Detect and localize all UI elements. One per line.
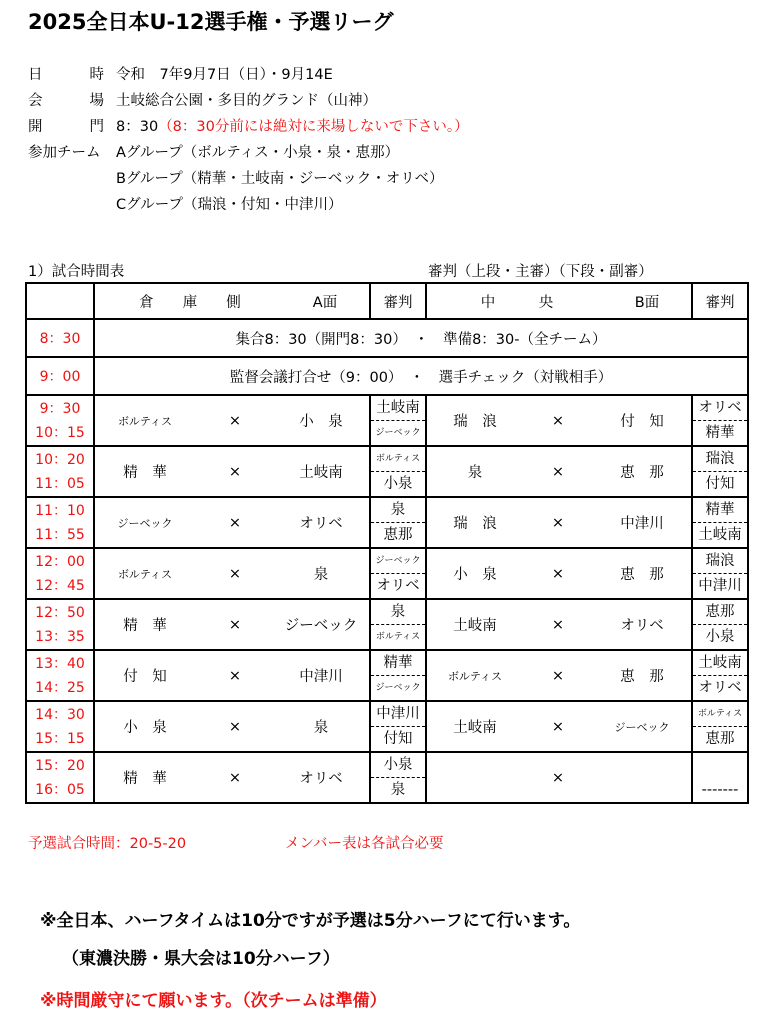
team-a-away: 中津川 (299, 669, 343, 685)
main-referee: ジーベック (371, 549, 425, 574)
page-title: 2025全日本U-12選手権・予選リーグ (28, 10, 394, 34)
group-b: Bグループ（精華・土岐南・ジーベック・オリベ） (116, 171, 444, 187)
main-referee: 土岐南 (371, 396, 425, 421)
gate-row: 開 門 8：30 （8：30分前には絶対に来場しないで下さい。） (28, 114, 469, 140)
start-time: 12：00 (35, 553, 85, 570)
vs-mark: × (228, 463, 242, 480)
end-time: 11：55 (35, 526, 85, 543)
main-referee: 小泉 (371, 753, 425, 778)
venue-row: 会 場 土岐総合公園・多目的グランド（山神） (28, 88, 469, 114)
team-a-home: 精 華 (123, 465, 167, 481)
assistant-referee: ジーベック (375, 683, 421, 693)
main-referee: オリベ (693, 396, 747, 421)
team-b-away: 恵 那 (620, 465, 664, 481)
court-b-referees (692, 548, 748, 599)
court-a-match (94, 497, 370, 548)
time-cell (26, 497, 94, 548)
assistant-referee: 恵那 (383, 527, 413, 543)
venue-value: 土岐総合公園・多目的グランド（山神） (116, 93, 377, 109)
meeting-row (26, 357, 748, 395)
start-time: 11：10 (35, 502, 85, 519)
team-b-away: 恵 那 (620, 669, 664, 685)
assistant-referee: 中津川 (698, 578, 742, 594)
date-value: 令和 7年9月7日（日）・9月14E (116, 67, 333, 83)
team-a-away: オリベ (299, 516, 343, 532)
end-time: 11：05 (35, 475, 85, 492)
vs-mark: × (228, 769, 242, 786)
assistant-referee: オリベ (376, 578, 420, 594)
assistant-referee: 小泉 (705, 629, 735, 645)
assistant-referee: オリベ (698, 680, 742, 696)
time-cell (26, 446, 94, 497)
court-b-match (426, 701, 692, 752)
court-a-referees (370, 446, 426, 497)
date-row: 日 時 令和 7年9月7日（日）・9月14E (28, 62, 469, 88)
time-cell (26, 599, 94, 650)
assistant-referee: 付知 (705, 476, 735, 492)
court-a-referees (370, 752, 426, 803)
section-title: 1）試合時間表 (28, 264, 125, 280)
match-row (26, 599, 748, 650)
match-row (26, 395, 748, 446)
team-a-away: ジーベック (284, 618, 358, 634)
main-referee: 瑞浪 (693, 447, 747, 472)
assistant-referee: 精華 (705, 425, 735, 441)
team-b-away: 恵 那 (620, 567, 664, 583)
court-b-match (426, 446, 692, 497)
ref-a-header: 審判 (370, 283, 426, 319)
tournament-note: （東濃決勝・県大会は10分ハーフ） (62, 949, 340, 969)
court-b-match (426, 497, 692, 548)
court-b-match (426, 599, 692, 650)
court-a-referees (370, 395, 426, 446)
vs-mark: × (228, 616, 242, 633)
match-row (26, 701, 748, 752)
court-b-match (426, 548, 692, 599)
main-referee (693, 754, 747, 778)
end-time: 16：05 (35, 781, 85, 798)
end-time: 15：15 (35, 730, 85, 747)
main-referee: ボルティス (693, 702, 747, 727)
assembly-row (26, 319, 748, 357)
vs-mark: × (551, 463, 565, 480)
team-b-away: 付 知 (620, 414, 664, 430)
end-time: 13：35 (35, 628, 85, 645)
team-b-home: 瑞 浪 (453, 414, 497, 430)
end-time: 14：25 (35, 679, 85, 696)
main-referee: 泉 (371, 600, 425, 625)
group-a: Aグループ（ボルティス・小泉・泉・恵那） (116, 145, 400, 161)
court-b-header: B面 (634, 294, 660, 311)
court-b-referees (692, 650, 748, 701)
vs-mark: × (551, 667, 565, 684)
court-b-referees (692, 446, 748, 497)
court-a-referees (370, 650, 426, 701)
team-b-home: 瑞 浪 (453, 516, 497, 532)
court-a-referees (370, 548, 426, 599)
team-b-away: 中津川 (620, 516, 664, 532)
court-a-match (94, 548, 370, 599)
court-b-referees (692, 752, 748, 803)
main-referee: 精華 (371, 651, 425, 676)
match-row (26, 650, 748, 701)
vs-mark: × (228, 667, 242, 684)
group-c: Cグループ（瑞浪・付知・中津川） (116, 197, 343, 213)
vs-mark: × (551, 616, 565, 633)
ref-b-header: 審判 (692, 283, 748, 319)
header-row (26, 283, 748, 319)
event-info (28, 62, 469, 218)
vs-mark: × (551, 412, 565, 429)
vs-mark: × (551, 769, 565, 786)
punctuality-note: ※時間厳守にて願います。（次チームは準備） (40, 991, 387, 1011)
team-b-away: ジーベック (614, 720, 670, 734)
team-a-away: 泉 (313, 567, 329, 583)
schedule-table (25, 282, 749, 804)
referee-note: 審判（上段・主審）（下段・副審） (428, 264, 653, 280)
court-a-header: A面 (312, 294, 338, 311)
main-referee: 瑞浪 (693, 549, 747, 574)
court-b-match (426, 395, 692, 446)
team-b-home: 小 泉 (453, 567, 497, 583)
side-a-header: 倉 庫 側 (139, 294, 241, 311)
court-b-referees (692, 599, 748, 650)
court-b-referees (692, 701, 748, 752)
match-row (26, 446, 748, 497)
team-b-home: ボルティス (447, 669, 503, 683)
time-cell (26, 752, 94, 803)
meeting-text: 監督会議打合せ（9：00） ・ 選手チェック（対戦相手） (94, 357, 748, 395)
team-b-home: 土岐南 (453, 618, 497, 634)
court-a-match (94, 446, 370, 497)
team-a-away: オリベ (299, 771, 343, 787)
vs-mark: × (551, 514, 565, 531)
court-b-match (426, 752, 692, 803)
main-referee: 中津川 (371, 702, 425, 727)
team-b-away: オリベ (620, 618, 664, 634)
vs-mark: × (228, 565, 242, 582)
time-cell: 8：30 (26, 319, 94, 357)
main-referee: 土岐南 (693, 651, 747, 676)
team-a-home: ボルティス (117, 567, 173, 581)
match-row (26, 548, 748, 599)
vs-mark: × (551, 565, 565, 582)
court-a-referees (370, 599, 426, 650)
start-time: 10：20 (35, 451, 85, 468)
team-a-home: ジーベック (117, 516, 173, 530)
time-cell (26, 548, 94, 599)
start-time: 13：40 (35, 655, 85, 672)
assistant-referee: ------- (701, 781, 739, 798)
court-b-referees (692, 395, 748, 446)
team-a-away: 泉 (313, 720, 329, 736)
main-referee: 恵那 (693, 600, 747, 625)
gate-warning: （8：30分前には絶対に来場しないで下さい。） (158, 119, 469, 135)
assistant-referee: 泉 (390, 782, 406, 798)
team-a-away: 土岐南 (299, 465, 343, 481)
assistant-referee: 土岐南 (698, 527, 742, 543)
match-row (26, 497, 748, 548)
court-a-match (94, 599, 370, 650)
court-b-referees (692, 497, 748, 548)
court-a-referees (370, 497, 426, 548)
main-referee: 泉 (371, 498, 425, 523)
vs-mark: × (228, 412, 242, 429)
assistant-referee: 小泉 (383, 476, 413, 492)
assembly-text: 集合8：30（開門8：30） ・ 準備8：30-（全チーム） (94, 319, 748, 357)
end-time: 12：45 (35, 577, 85, 594)
team-a-home: 付 知 (123, 669, 167, 685)
court-a-match (94, 650, 370, 701)
main-referee: ボルティス (371, 447, 425, 472)
start-time: 12：50 (35, 604, 85, 621)
teams-label: 参加チーム (28, 145, 101, 161)
main-referee: 精華 (693, 498, 747, 523)
start-time: 14：30 (35, 706, 85, 723)
team-a-home: 精 華 (123, 771, 167, 787)
vs-mark: × (228, 718, 242, 735)
start-time: 15：20 (35, 757, 85, 774)
court-a-match (94, 752, 370, 803)
court-a-referees (370, 701, 426, 752)
assistant-referee: 付知 (383, 731, 413, 747)
end-time: 10：15 (35, 424, 85, 441)
member-list-note: メンバー表は各試合必要 (285, 836, 444, 852)
start-time: 9：30 (39, 400, 81, 417)
assistant-referee: 恵那 (705, 731, 735, 747)
time-cell (26, 395, 94, 446)
time-cell (26, 701, 94, 752)
time-cell (26, 650, 94, 701)
assistant-referee: ジーベック (375, 428, 421, 438)
team-a-home: ボルティス (117, 414, 173, 428)
assistant-referee: ボルティス (375, 632, 421, 642)
teams-row (28, 140, 469, 166)
halftime-note: ※全日本、ハーフタイムは10分ですが予選は5分ハーフにて行います。 (40, 911, 581, 931)
team-b-home: 泉 (467, 465, 483, 481)
match-time-note: 予選試合時間：20-5-20 (28, 836, 187, 852)
team-a-home: 精 華 (123, 618, 167, 634)
court-b-match (426, 650, 692, 701)
court-a-match (94, 395, 370, 446)
gate-value: 8：30 (116, 119, 159, 135)
vs-mark: × (228, 514, 242, 531)
match-row (26, 752, 748, 803)
side-b-header: 中 央 (480, 294, 554, 311)
team-b-home: 土岐南 (453, 720, 497, 736)
team-a-away: 小 泉 (299, 414, 343, 430)
team-a-home: 小 泉 (123, 720, 167, 736)
vs-mark: × (551, 718, 565, 735)
time-cell: 9：00 (26, 357, 94, 395)
court-a-match (94, 701, 370, 752)
